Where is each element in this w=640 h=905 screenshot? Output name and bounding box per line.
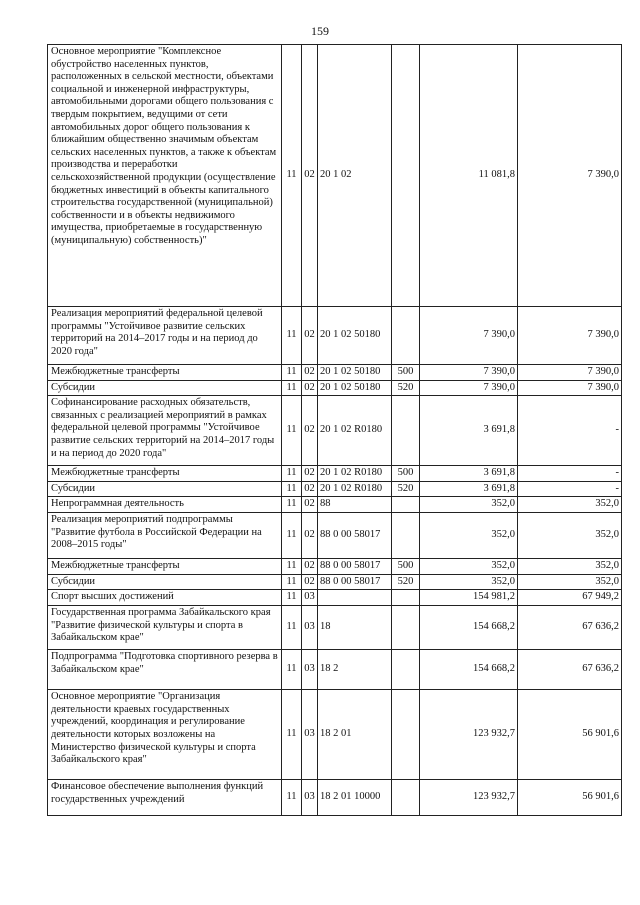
cell-expense-type bbox=[392, 780, 420, 816]
cell-amount-1: 352,0 bbox=[420, 558, 518, 574]
cell-subsection: 03 bbox=[302, 650, 318, 690]
cell-amount-1: 3 691,8 bbox=[420, 481, 518, 497]
cell-name: Субсидии bbox=[48, 574, 282, 590]
cell-subsection: 02 bbox=[302, 380, 318, 396]
cell-expense-type: 520 bbox=[392, 380, 420, 396]
cell-subsection: 02 bbox=[302, 307, 318, 365]
cell-amount-2: 67 636,2 bbox=[518, 650, 622, 690]
cell-expense-type: 500 bbox=[392, 365, 420, 381]
table-row bbox=[48, 558, 622, 574]
cell-amount-1: 123 932,7 bbox=[420, 690, 518, 780]
cell-subsection: 03 bbox=[302, 606, 318, 650]
cell-target-article: 18 bbox=[318, 606, 392, 650]
table-row bbox=[48, 590, 622, 606]
cell-name: Реализация мероприятий федеральной целевой программы "Устойчивое развитие сельских территорий на 2014–2017 годы и на период до 2020 года" bbox=[48, 307, 282, 365]
table-row bbox=[48, 780, 622, 816]
cell-section: 11 bbox=[282, 590, 302, 606]
cell-amount-1: 7 390,0 bbox=[420, 307, 518, 365]
cell-subsection: 03 bbox=[302, 590, 318, 606]
cell-amount-2: 56 901,6 bbox=[518, 780, 622, 816]
cell-expense-type: 500 bbox=[392, 466, 420, 482]
cell-subsection: 02 bbox=[302, 396, 318, 466]
cell-target-article: 88 0 00 58017 bbox=[318, 558, 392, 574]
cell-expense-type: 520 bbox=[392, 481, 420, 497]
table-row bbox=[48, 690, 622, 780]
cell-section: 11 bbox=[282, 365, 302, 381]
cell-target-article: 20 1 02 50180 bbox=[318, 365, 392, 381]
cell-name: Реализация мероприятий подпрограммы "Развитие футбола в Российской Федерации на 2008–2015 годы" bbox=[48, 512, 282, 558]
cell-expense-type bbox=[392, 690, 420, 780]
cell-amount-2: - bbox=[518, 396, 622, 466]
cell-section: 11 bbox=[282, 466, 302, 482]
cell-section: 11 bbox=[282, 574, 302, 590]
cell-subsection: 02 bbox=[302, 574, 318, 590]
cell-name: Межбюджетные трансферты bbox=[48, 466, 282, 482]
cell-section: 11 bbox=[282, 512, 302, 558]
cell-name: Подпрограмма "Подготовка спортивного резерва в Забайкальском крае" bbox=[48, 650, 282, 690]
cell-amount-2: 67 636,2 bbox=[518, 606, 622, 650]
cell-name: Основное мероприятие "Комплексное обустройство населенных пунктов, расположенных в сельской местности, объектами социальной и инженерной инфраструктуры, автомобильными дорогами общего пользования с твердым покрытием, ведущими от сети автомобильных дорог общего пользования к ближайшим общественно значимым объектам сельских населенных пунктов, а также к объектам производства и переработки сельскохозяйственной продукции (осуществление бюджетных инвестиций в объекты капитального строительства государственной (муниципальной) собственности и в объекты недвижимого имущества, приобретаемые в государственную (муниципальную) собственность)" bbox=[48, 45, 282, 307]
cell-amount-2: 7 390,0 bbox=[518, 307, 622, 365]
cell-amount-2: 7 390,0 bbox=[518, 380, 622, 396]
cell-expense-type bbox=[392, 497, 420, 513]
cell-subsection: 02 bbox=[302, 497, 318, 513]
cell-subsection: 02 bbox=[302, 45, 318, 307]
cell-amount-1: 3 691,8 bbox=[420, 466, 518, 482]
cell-name: Субсидии bbox=[48, 481, 282, 497]
table-row bbox=[48, 396, 622, 466]
cell-name: Межбюджетные трансферты bbox=[48, 365, 282, 381]
cell-expense-type bbox=[392, 396, 420, 466]
cell-amount-1: 352,0 bbox=[420, 497, 518, 513]
cell-amount-1: 3 691,8 bbox=[420, 396, 518, 466]
cell-section: 11 bbox=[282, 558, 302, 574]
cell-name: Государственная программа Забайкальского края "Развитие физической культуры и спорта в Забайкальском крае" bbox=[48, 606, 282, 650]
cell-section: 11 bbox=[282, 307, 302, 365]
table-row bbox=[48, 365, 622, 381]
cell-target-article: 20 1 02 50180 bbox=[318, 307, 392, 365]
cell-subsection: 02 bbox=[302, 512, 318, 558]
cell-target-article: 88 0 00 58017 bbox=[318, 512, 392, 558]
cell-expense-type bbox=[392, 650, 420, 690]
table-row bbox=[48, 380, 622, 396]
cell-section: 11 bbox=[282, 650, 302, 690]
cell-target-article: 88 0 00 58017 bbox=[318, 574, 392, 590]
cell-subsection: 02 bbox=[302, 466, 318, 482]
cell-target-article: 18 2 01 bbox=[318, 690, 392, 780]
table-row bbox=[48, 481, 622, 497]
cell-amount-1: 7 390,0 bbox=[420, 380, 518, 396]
cell-subsection: 03 bbox=[302, 780, 318, 816]
table-body bbox=[48, 45, 622, 816]
cell-section: 11 bbox=[282, 780, 302, 816]
cell-amount-2: 67 949,2 bbox=[518, 590, 622, 606]
cell-expense-type bbox=[392, 45, 420, 307]
table-row bbox=[48, 650, 622, 690]
cell-section: 11 bbox=[282, 481, 302, 497]
cell-name: Основное мероприятие "Организация деятельности краевых государственных учреждений, координация и регулирование деятельности которых возложены на Министерство физической культуры и спорта Забайкальского края" bbox=[48, 690, 282, 780]
table-row bbox=[48, 307, 622, 365]
cell-amount-2: 56 901,6 bbox=[518, 690, 622, 780]
cell-amount-2: 352,0 bbox=[518, 512, 622, 558]
cell-target-article: 20 1 02 R0180 bbox=[318, 466, 392, 482]
cell-amount-2: 7 390,0 bbox=[518, 45, 622, 307]
cell-target-article: 18 2 01 10000 bbox=[318, 780, 392, 816]
cell-name: Непрограммная деятельность bbox=[48, 497, 282, 513]
cell-section: 11 bbox=[282, 606, 302, 650]
cell-target-article: 18 2 bbox=[318, 650, 392, 690]
cell-amount-1: 352,0 bbox=[420, 574, 518, 590]
cell-expense-type: 520 bbox=[392, 574, 420, 590]
cell-amount-1: 123 932,7 bbox=[420, 780, 518, 816]
cell-amount-2: - bbox=[518, 481, 622, 497]
cell-target-article: 88 bbox=[318, 497, 392, 513]
table-row bbox=[48, 512, 622, 558]
cell-amount-2: 352,0 bbox=[518, 558, 622, 574]
cell-subsection: 03 bbox=[302, 690, 318, 780]
cell-target-article: 20 1 02 R0180 bbox=[318, 396, 392, 466]
table-row bbox=[48, 466, 622, 482]
table-row bbox=[48, 606, 622, 650]
cell-expense-type bbox=[392, 590, 420, 606]
cell-target-article: 20 1 02 R0180 bbox=[318, 481, 392, 497]
page-number: 159 bbox=[311, 24, 329, 38]
cell-amount-1: 7 390,0 bbox=[420, 365, 518, 381]
cell-target-article: 20 1 02 50180 bbox=[318, 380, 392, 396]
cell-section: 11 bbox=[282, 380, 302, 396]
cell-amount-1: 154 668,2 bbox=[420, 606, 518, 650]
cell-amount-1: 11 081,8 bbox=[420, 45, 518, 307]
cell-amount-2: - bbox=[518, 466, 622, 482]
cell-section: 11 bbox=[282, 396, 302, 466]
table-row bbox=[48, 574, 622, 590]
cell-name: Межбюджетные трансферты bbox=[48, 558, 282, 574]
cell-target-article bbox=[318, 590, 392, 606]
cell-subsection: 02 bbox=[302, 558, 318, 574]
cell-expense-type bbox=[392, 512, 420, 558]
table-row bbox=[48, 497, 622, 513]
cell-expense-type bbox=[392, 606, 420, 650]
cell-section: 11 bbox=[282, 690, 302, 780]
cell-expense-type: 500 bbox=[392, 558, 420, 574]
cell-amount-1: 352,0 bbox=[420, 512, 518, 558]
cell-target-article: 20 1 02 bbox=[318, 45, 392, 307]
cell-subsection: 02 bbox=[302, 365, 318, 381]
cell-expense-type bbox=[392, 307, 420, 365]
cell-subsection: 02 bbox=[302, 481, 318, 497]
cell-amount-2: 7 390,0 bbox=[518, 365, 622, 381]
cell-name: Спорт высших достижений bbox=[48, 590, 282, 606]
cell-name: Финансовое обеспечение выполнения функций государственных учреждений bbox=[48, 780, 282, 816]
budget-table bbox=[47, 44, 622, 816]
cell-amount-2: 352,0 bbox=[518, 574, 622, 590]
cell-section: 11 bbox=[282, 45, 302, 307]
cell-section: 11 bbox=[282, 497, 302, 513]
cell-amount-2: 352,0 bbox=[518, 497, 622, 513]
cell-name: Субсидии bbox=[48, 380, 282, 396]
cell-amount-1: 154 668,2 bbox=[420, 650, 518, 690]
cell-amount-1: 154 981,2 bbox=[420, 590, 518, 606]
table-row bbox=[48, 45, 622, 307]
cell-name: Софинансирование расходных обязательств, связанных с реализацией мероприятий в рамках федеральной целевой программы "Устойчивое развитие сельских территорий на 2014–2017 годы и на период до 2020 года" bbox=[48, 396, 282, 466]
